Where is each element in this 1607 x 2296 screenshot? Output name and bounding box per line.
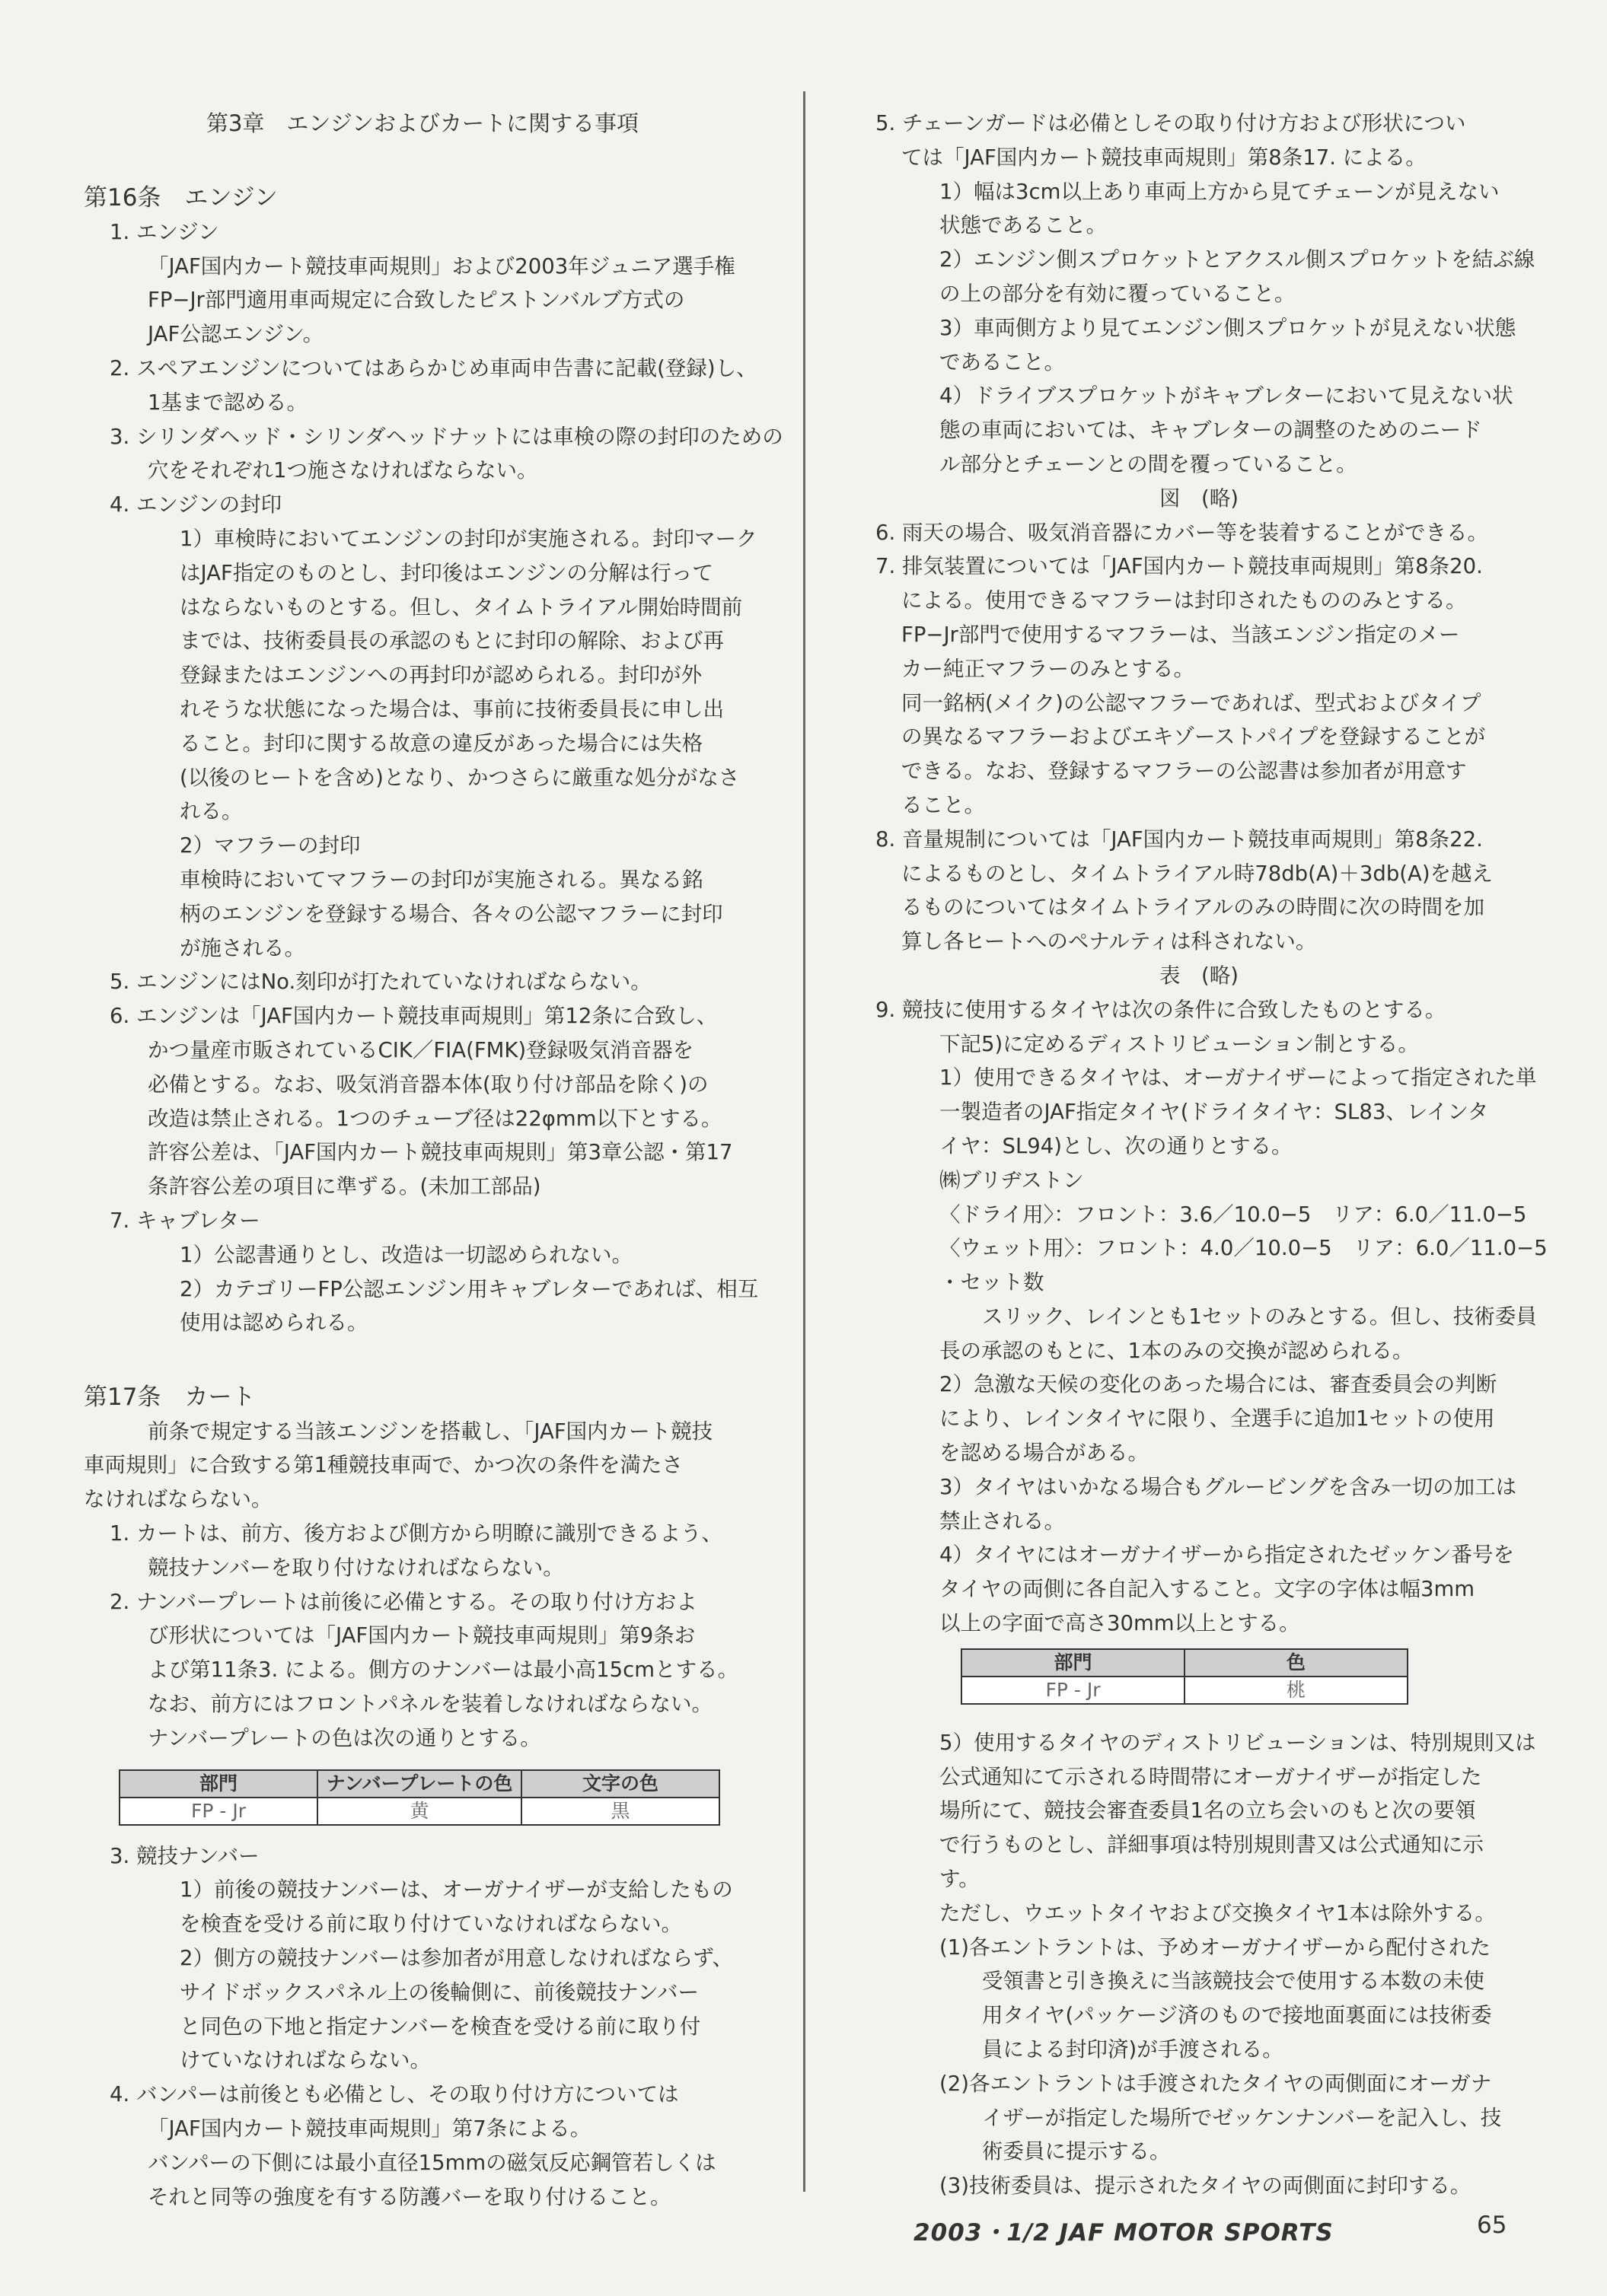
text-line: FP−Jr部門で使用するマフラーは、当該エンジン指定のメー [901,622,1460,647]
text-line: 穴をそれぞれ1つ施さなければならない。 [148,458,538,483]
text-line: なければならない。 [84,1487,273,1512]
article-17-body-a [84,1415,761,1756]
text-line: 3）車両側方より見てエンジン側スプロケットが見えない状態 [939,315,1516,340]
table-cell: 黄 [317,1798,521,1825]
text-line: 前条で規定する当該エンジンを搭載し、「JAF国内カート競技 [148,1419,713,1444]
text-line: 算し各ヒートへのペナルティは科されない。 [901,929,1317,954]
text-line: 4）タイヤにはオーガナイザーから指定されたゼッケン番号を [939,1543,1515,1568]
text-line: による。使用できるマフラーは封印されたもののみとする。 [901,588,1467,613]
text-line: ㈱ブリヂストン [939,1167,1084,1193]
text-line: はJAF指定のものとし、封印後はエンジンの分解は行って [180,560,713,585]
text-line: 使用は認められる。 [180,1310,368,1336]
text-line: が施される。 [180,935,305,960]
text-line: (3)技術委員は、提示されたタイヤの両側面に封印する。 [939,2173,1471,2199]
text-line: 4. バンパーは前後とも必備とし、その取り付け方については [110,2082,679,2107]
text-line: イヤ：SL94)とし、次の通りとする。 [939,1133,1293,1158]
text-line: 禁止される。 [939,1508,1065,1533]
text-line: 場所にて、競技会審査委員1名の立ち会いのもと次の要領 [939,1798,1476,1823]
text-line: れる。 [180,799,243,824]
text-line: 員による封印済)が手渡される。 [982,2037,1283,2062]
text-line: 1）幅は3cm以上あり車両上方から見てチェーンが見えない [939,179,1500,204]
text-line: 「JAF国内カート競技車両規則」第7条による。 [148,2116,591,2142]
chapter-title: 第3章 エンジンおよびカートに関する事項 [206,110,639,136]
text-line: 必備とする。なお、吸気消音器本体(取り付け部品を除く)の [148,1072,709,1097]
text-line: ては「JAF国内カート競技車両規則」第8条17. による。 [901,145,1427,170]
text-line: 術委員に提示する。 [982,2139,1171,2164]
text-line: 一製造者のJAF指定タイヤ(ドライタイヤ：SL83、レインタ [939,1100,1489,1125]
text-line: 柄のエンジンを登録する場合、各々の公認マフラーに封印 [180,901,723,926]
text-line: 9. 競技に使用するタイヤは次の条件に合致したものとする。 [875,997,1446,1022]
text-line: 受領書と引き換えに当該競技会で使用する本数の未使 [982,1969,1484,1994]
text-line: よび第11条3. による。側方のナンバーは最小高15cmとする。 [148,1658,739,1683]
table-header: 部門 [120,1770,317,1798]
text-line: けていなければならない。 [180,2048,431,2073]
text-line: 1. カートは、前方、後方および側方から明瞭に識別できるよう、 [110,1521,722,1546]
text-line: 車検時においてマフラーの封印が実施される。異なる銘 [180,867,703,892]
text-line: す。 [939,1867,980,1892]
text-line: ること。 [901,792,985,817]
text-line: 公式通知にて示される時間帯にオーガナイザーが指定した [939,1764,1482,1789]
text-line: できる。なお、登録するマフラーの公認書は参加者が用意す [901,759,1467,784]
table-cell: 桃 [1185,1677,1408,1704]
text-line: 用タイヤ(パッケージ済のもので接地面裏面には技術委 [982,2003,1492,2028]
text-line: 〈ドライ用〉：フロント：3.6／10.0−5 リア：6.0／11.0−5 [939,1202,1527,1227]
text-line: 2. ナンバープレートは前後に必備とする。その取り付け方およ [110,1589,697,1614]
text-line: 「JAF国内カート競技車両規則」および2003年ジュニア選手権 [148,253,735,279]
text-line: 条許容公差の項目に準ずる。(未加工部品) [148,1174,541,1199]
text-line: バンパーの下側には最小直径15mmの磁気反応鋼管若しくは [148,2150,716,2175]
text-line: ただし、ウエットタイヤおよび交換タイヤ1本は除外する。 [939,1900,1496,1925]
text-line: 1）車検時においてエンジンの封印が実施される。封印マーク [180,526,757,551]
text-line: かつ量産市販されているCIK／FIA(FMK)登録吸気消音器を [148,1037,694,1062]
text-line: 7. 排気装置については「JAF国内カート競技車両規則」第8条20. [875,554,1483,579]
text-line: 1）使用できるタイヤは、オーガナイザーによって指定された単 [939,1065,1537,1091]
text-line: 2）カテゴリーFP公認エンジン用キャブレターであれば、相互 [180,1276,759,1301]
table-header: 色 [1185,1649,1408,1677]
text-line: れそうな状態になった場合は、事前に技術委員長に申し出 [180,696,724,721]
text-line: るものについてはタイムトライアルのみの時間に次の時間を加 [901,895,1485,920]
text-line: 2）エンジン側スプロケットとアクスル側スプロケットを結ぶ線 [939,247,1535,272]
text-line: 改造は禁止される。1つのチューブ径は22φmm以下とする。 [148,1106,722,1131]
text-line: 3. 競技ナンバー [110,1843,260,1868]
text-line: の上の部分を有効に覆っていること。 [939,281,1296,306]
text-line: FP−Jr部門適用車両規定に合致したピストンバルブ方式の [148,288,685,313]
text-line: 1. エンジン [110,219,219,244]
table-cell: 黒 [521,1798,719,1825]
text-line: 2）急激な天候の変化のあった場合には、審査委員会の判断 [939,1372,1497,1397]
text-line: 図 (略) [1159,486,1239,511]
text-line: 3）タイヤはいかなる場合もグルービングを含み一切の加工は [939,1474,1517,1499]
text-line: 5. エンジンにはNo.刻印が打たれていなければならない。 [110,970,652,995]
text-line: 2. スペアエンジンについてはあらかじめ車両申告書に記載(登録)し、 [110,355,757,381]
text-line: 2）側方の競技ナンバーは参加者が用意しなければならず、 [180,1946,733,1971]
text-line: サイドボックスパネル上の後輪側に、前後競技ナンバー [180,1979,699,2005]
text-line: を検査を受ける前に取り付けていなければならない。 [180,1912,682,1937]
text-line: 1）前後の競技ナンバーは、オーガナイザーが支給したもの [180,1877,733,1903]
text-line: 長の承認のもとに、1本のみの交換が認められる。 [939,1338,1414,1363]
text-line: であること。 [939,349,1065,374]
text-line: 態の車両においては、キャブレターの調整のためのニード [939,418,1482,443]
text-line: ・セット数 [939,1270,1044,1295]
text-line: 下記5)に定めるディストリビューション制とする。 [939,1031,1419,1056]
text-line: なお、前方にはフロントパネルを装着しなければならない。 [148,1692,713,1717]
number-plate-color-table [119,1769,720,1826]
page-number: 65 [1477,2212,1507,2239]
article-17-heading: 第17条 カート [84,1383,256,1411]
text-line: 1）公認書通りとし、改造は一切認められない。 [180,1242,633,1267]
text-line: 競技ナンバーを取り付けなければならない。 [148,1555,564,1580]
text-line: の異なるマフラーおよびエキゾーストパイプを登録することが [901,724,1486,750]
text-line: び形状については「JAF国内カート競技車両規則」第9条お [148,1623,696,1648]
table-cell: FP - Jr [961,1677,1185,1704]
article-16-heading: 第16条 エンジン [84,184,278,212]
right-column [875,107,1548,2203]
text-line: タイヤの両側に各自記入すること。文字の字体は幅3mm [939,1577,1475,1602]
text-line: 許容公差は、「JAF国内カート競技車両規則」第3章公認・第17 [148,1140,733,1165]
table-header: 部門 [961,1649,1185,1677]
text-line: (1)各エントラントは、予めオーガナイザーから配付された [939,1935,1491,1960]
text-line: 車両規則」に合致する第1種競技車両で、かつ次の条件を満たさ [84,1453,683,1478]
text-line: JAF公認エンジン。 [148,322,324,347]
column-divider [803,91,805,2192]
table-header: ナンバープレートの色 [317,1770,521,1798]
table-cell: FP - Jr [120,1798,317,1825]
text-line: 8. 音量規制については「JAF国内カート競技車両規則」第8条22. [875,826,1483,852]
text-line: 登録またはエンジンへの再封印が認められる。封印が外 [180,663,703,688]
text-line: カー純正マフラーのみとする。 [901,656,1194,681]
text-line: (以後のヒートを含め)となり、かつさらに厳重な処分がなさ [180,765,740,790]
text-line: 5）使用するタイヤのディストリビューションは、特別規則又は [939,1730,1536,1755]
left-column [84,175,783,2214]
text-line: ること。封印に関する故意の違反があった場合には失格 [180,731,703,756]
text-line: 2）マフラーの封印 [180,833,361,858]
magazine-brand: 2003・1/2 JAF MOTOR SPORTS [914,2219,1334,2247]
text-line: 3. シリンダヘッド・シリンダヘッドナットには車検の際の封印のための [110,424,783,449]
table-header: 文字の色 [521,1770,719,1798]
text-line: 状態であること。 [939,213,1107,238]
text-line: ル部分とチェーンとの間を覆っていること。 [939,451,1357,476]
article-16-body [84,215,783,1340]
text-line: スリック、レインとも1セットのみとする。但し、技術委員 [982,1304,1537,1329]
text-line: (2)各エントラントは手渡されたタイヤの両側面にオーガナ [939,2071,1492,2096]
text-line: によるものとし、タイムトライアル時78db(A)＋3db(A)を越え [901,861,1494,886]
text-line: を認める場合がある。 [939,1441,1149,1466]
text-line: 6. 雨天の場合、吸気消音器にカバー等を装着することができる。 [875,520,1488,545]
right-body-a [875,107,1548,1641]
text-line: 4）ドライブスプロケットがキャブレターにおいて見えない状 [939,384,1513,409]
text-line: 〈ウェット用〉：フロント：4.0／10.0−5 リア：6.0／11.0−5 [939,1236,1548,1261]
text-line: 5. チェーンガードは必備としその取り付け方および形状につい [875,111,1466,135]
right-body-b [875,1726,1536,2203]
text-line: はならないものとする。但し、タイムトライアル開始時間前 [180,594,743,619]
text-line: 同一銘柄(メイク)の公認マフラーであれば、型式およびタイプ [901,690,1481,715]
text-line: 表 (略) [1159,963,1239,988]
text-line: 6. エンジンは「JAF国内カート競技車両規則」第12条に合致し、 [110,1004,718,1029]
text-line: 1基まで認める。 [148,390,308,415]
text-line: で行うものとし、詳細事項は特別規則書又は公式通知に示 [939,1833,1484,1858]
text-line: までは、技術委員長の承認のもとに封印の解除、および再 [180,629,724,654]
text-line: 7. キャブレター [110,1208,260,1233]
text-line: ナンバープレートの色は次の通りとする。 [148,1725,541,1750]
tire-color-table [961,1648,1408,1705]
text-line: イザーが指定した場所でゼッケンナンバーを記入し、技 [982,2105,1502,2130]
text-line: 4. エンジンの封印 [110,492,282,517]
article-17-body-b [84,1839,761,2215]
text-line: 以上の字面で高さ30mm以上とする。 [939,1611,1300,1636]
text-line: それと同等の強度を有する防護バーを取り付けること。 [148,2184,671,2209]
text-line: と同色の下地と指定ナンバーを検査を受ける前に取り付 [180,2014,701,2039]
text-line: により、レインタイヤに限り、全選手に追加1セットの使用 [939,1406,1495,1431]
